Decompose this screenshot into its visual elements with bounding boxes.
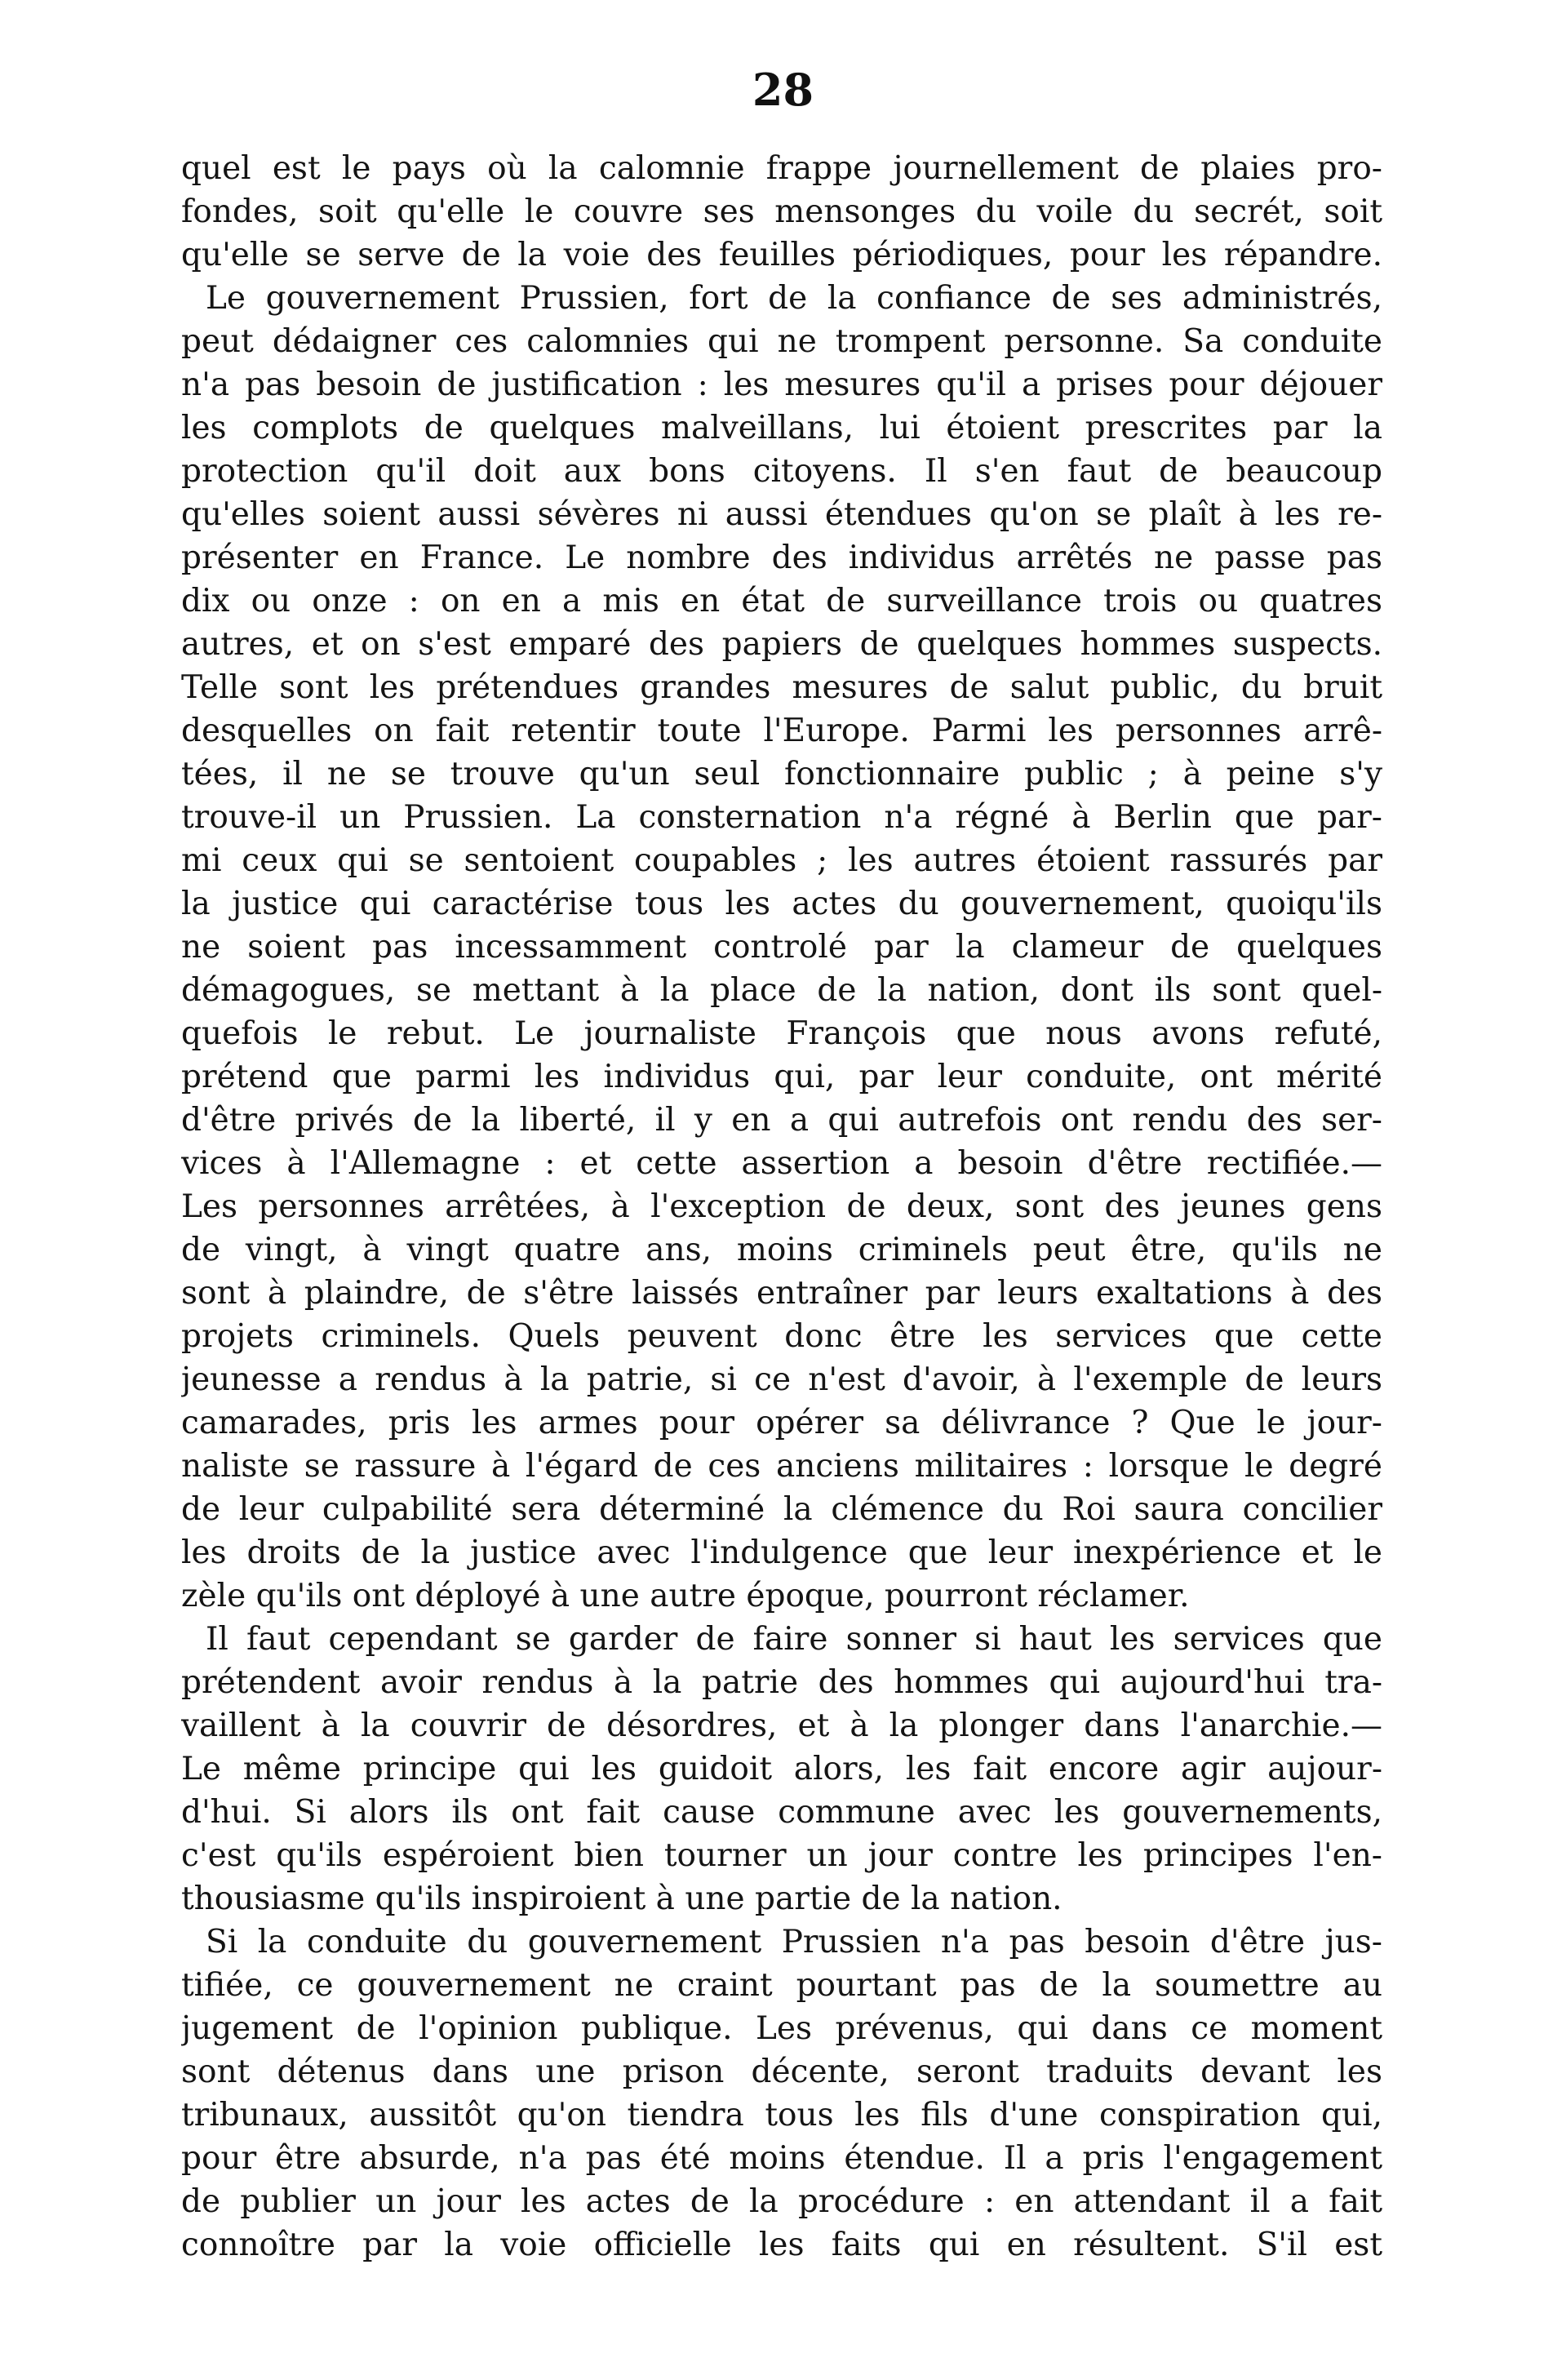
text-line: présenter en France. Le nombre des individus arrêtés ne passe pas xyxy=(181,539,1382,576)
text-line: zèle qu'ils ont déployé à une autre époque, pourront réclamer. xyxy=(181,1578,1190,1614)
text-line: tées, il ne se trouve qu'un seul fonctionnaire public ; à peine s'y xyxy=(181,756,1382,793)
text-line: d'être privés de la liberté, il y en a qui autrefois ont rendu des ser- xyxy=(181,1102,1382,1139)
text-line: dix ou onze : on en a mis en état de surveillance trois ou quatres xyxy=(181,583,1382,619)
text-line: Telle sont les prétendues grandes mesures de salut public, du bruit xyxy=(181,669,1382,706)
text-line: vaillent à la couvrir de désordres, et à la plonger dans l'anarchie.— xyxy=(181,1707,1382,1744)
text-line: quefois le rebut. Le journaliste François que nous avons refuté, xyxy=(181,1015,1382,1052)
text-line: c'est qu'ils espéroient bien tourner un jour contre les principes l'en- xyxy=(181,1837,1382,1874)
text-line: d'hui. Si alors ils ont fait cause commune avec les gouvernements, xyxy=(181,1794,1382,1831)
text-line: connoître par la voie officielle les faits qui en résultent. S'il est xyxy=(181,2227,1382,2263)
text-line: jeunesse a rendus à la patrie, si ce n'est d'avoir, à l'exemple de leurs xyxy=(181,1361,1382,1398)
text-line: sont à plaindre, de s'être laissés entraîner par leurs exaltations à des xyxy=(181,1275,1382,1312)
text-line: Le gouvernement Prussien, fort de la confiance de ses administrés, xyxy=(206,280,1382,317)
text-line: thousiasme qu'ils inspiroient à une partie de la nation. xyxy=(181,1880,1062,1917)
text-line: naliste se rassure à l'égard de ces anciens militaires : lorsque le degré xyxy=(181,1448,1382,1485)
text-line: vices à l'Allemagne : et cette assertion a besoin d'être rectifiée.— xyxy=(181,1145,1382,1182)
page-number: 28 xyxy=(752,64,814,116)
text-line: qu'elle se serve de la voie des feuilles périodiques, pour les répandre. xyxy=(181,237,1382,273)
text-line: fondes, soit qu'elle le couvre ses mensonges du voile du secrét, soit xyxy=(181,193,1382,230)
text-line: autres, et on s'est emparé des papiers de quelques hommes suspects. xyxy=(181,626,1382,663)
text-line: les droits de la justice avec l'indulgence que leur inexpérience et le xyxy=(181,1534,1382,1571)
text-line: Il faut cependant se garder de faire sonner si haut les services que xyxy=(206,1621,1382,1658)
text-line: Les personnes arrêtées, à l'exception de deux, sont des jeunes gens xyxy=(181,1188,1382,1225)
text-line: prétendent avoir rendus à la patrie des hommes qui aujourd'hui tra- xyxy=(181,1664,1382,1701)
text-line: tifiée, ce gouvernement ne craint pourtant pas de la soumettre au xyxy=(181,1967,1382,2004)
text-line: camarades, pris les armes pour opérer sa délivrance ? Que le jour- xyxy=(181,1405,1382,1441)
body-text xyxy=(181,147,1382,2267)
text-line: la justice qui caractérise tous les actes du gouvernement, quoiqu'ils xyxy=(181,886,1382,922)
text-line: peut dédaigner ces calomnies qui ne trompent personne. Sa conduite xyxy=(181,323,1382,360)
text-line: qu'elles soient aussi sévères ni aussi étendues qu'on se plaît à les re- xyxy=(181,496,1382,533)
text-line: de publier un jour les actes de la procédure : en attendant il a fait xyxy=(181,2183,1382,2220)
text-line: sont détenus dans une prison décente, seront traduits devant les xyxy=(181,2054,1382,2090)
text-line: ne soient pas incessamment controlé par la clameur de quelques xyxy=(181,929,1382,966)
text-line: tribunaux, aussitôt qu'on tiendra tous les fils d'une conspiration qui, xyxy=(181,2097,1382,2134)
text-line: les complots de quelques malveillans, lui étoient prescrites par la xyxy=(181,410,1382,446)
text-line: Le même principe qui les guidoit alors, les fait encore agir aujour- xyxy=(181,1751,1382,1787)
text-line: de vingt, à vingt quatre ans, moins criminels peut être, qu'ils ne xyxy=(181,1232,1382,1268)
text-line: quel est le pays où la calomnie frappe journellement de plaies pro- xyxy=(181,150,1382,187)
text-line: trouve-il un Prussien. La consternation n'a régné à Berlin que par- xyxy=(181,799,1382,836)
text-line: de leur culpabilité sera déterminé la clémence du Roi saura concilier xyxy=(181,1491,1382,1528)
text-line: Si la conduite du gouvernement Prussien n'a pas besoin d'être jus- xyxy=(206,1924,1382,1960)
text-line: pour être absurde, n'a pas été moins étendue. Il a pris l'engagement xyxy=(181,2140,1382,2177)
text-line: jugement de l'opinion publique. Les prévenus, qui dans ce moment xyxy=(181,2010,1382,2047)
text-line: protection qu'il doit aux bons citoyens. Il s'en faut de beaucoup xyxy=(181,453,1382,490)
text-line: prétend que parmi les individus qui, par leur conduite, ont mérité xyxy=(181,1059,1382,1095)
text-line: mi ceux qui se sentoient coupables ; les autres étoient rassurés par xyxy=(181,842,1382,879)
text-line: démagogues, se mettant à la place de la nation, dont ils sont quel- xyxy=(181,972,1382,1009)
text-line: desquelles on fait retentir toute l'Europe. Parmi les personnes arrê- xyxy=(181,713,1382,749)
text-line: n'a pas besoin de justification : les mesures qu'il a prises pour déjouer xyxy=(181,366,1382,403)
text-line: projets criminels. Quels peuvent donc être les services que cette xyxy=(181,1318,1382,1355)
